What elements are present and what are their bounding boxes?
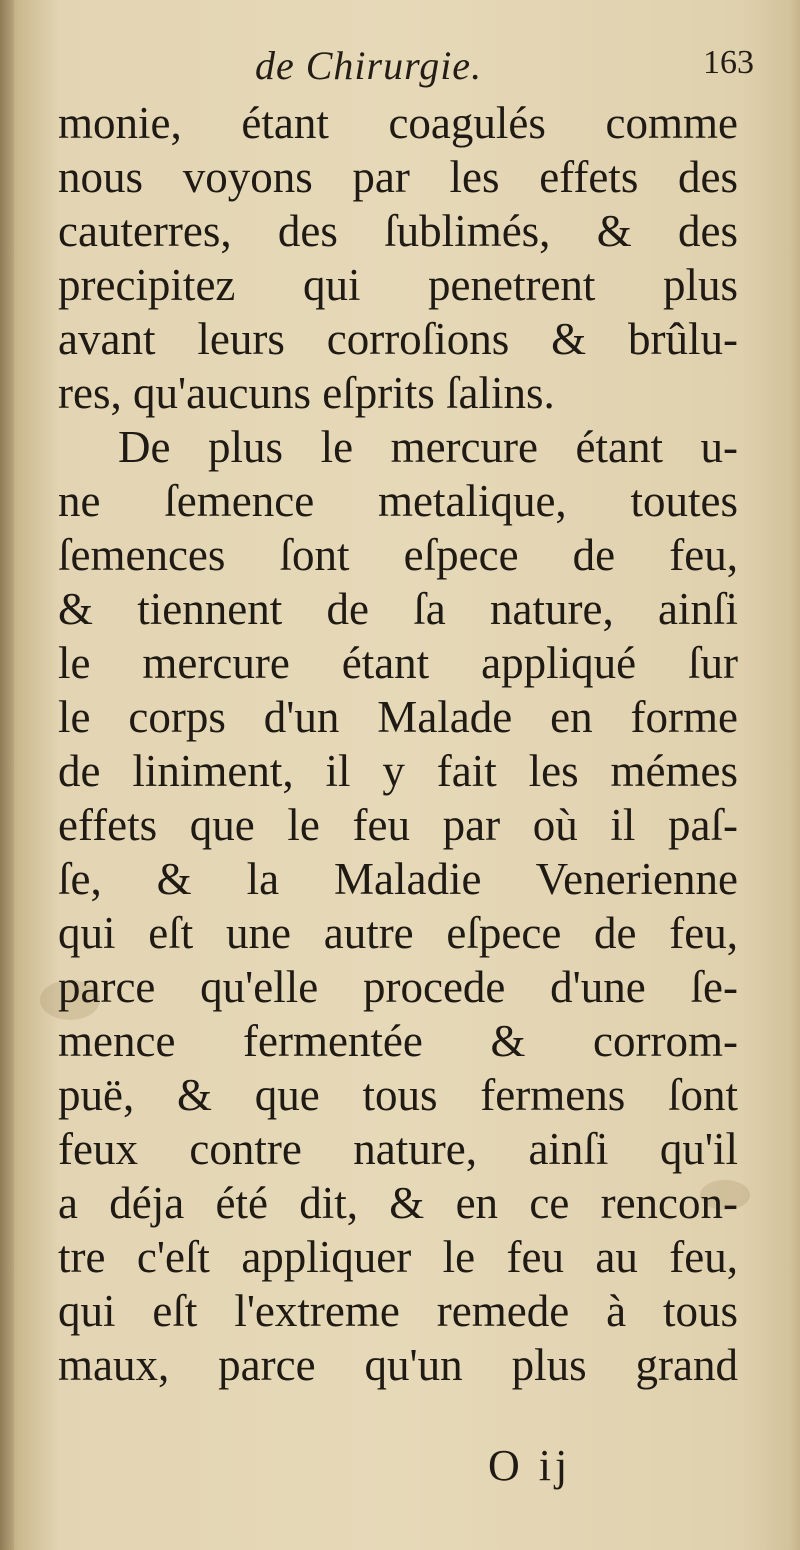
text-line: precipitez qui penetrent plus bbox=[58, 260, 738, 310]
text-line: res, qu'aucuns eſprits ſalins. bbox=[58, 368, 555, 418]
text-line: de liniment, il y fait les mémes bbox=[58, 746, 738, 796]
text-line: nous voyons par les effets des bbox=[58, 152, 738, 202]
page-number: 163 bbox=[703, 44, 754, 81]
text-line: avant leurs corroſions & brûlu- bbox=[58, 314, 738, 364]
running-title: de Chirurgie. bbox=[255, 43, 483, 88]
text-line: ſemences ſont eſpece de feu, bbox=[58, 530, 738, 580]
text-line: qui eſt une autre eſpece de feu, bbox=[58, 908, 738, 958]
text-line: mence fermentée & corrom- bbox=[58, 1016, 738, 1066]
text-line: qui eſt l'extreme remede à tous bbox=[58, 1286, 738, 1336]
text-line: le mercure étant appliqué ſur bbox=[58, 638, 738, 688]
body-text bbox=[58, 96, 738, 1392]
text-line: ſe, & la Maladie Venerienne bbox=[58, 854, 738, 904]
text-line: puë, & que tous fermens ſont bbox=[58, 1070, 738, 1120]
text-line: parce qu'elle procede d'une ſe- bbox=[58, 962, 738, 1012]
signature-mark: O ij bbox=[488, 1441, 572, 1490]
page-header bbox=[60, 38, 760, 98]
text-line: cauterres, des ſublimés, & des bbox=[58, 206, 738, 256]
paragraph-start-line: De plus le mercure étant u- bbox=[118, 422, 738, 472]
text-line: a déja été dit, & en ce rencon- bbox=[58, 1178, 738, 1228]
text-line: le corps d'un Malade en forme bbox=[58, 692, 738, 742]
text-line: ne ſemence metalique, toutes bbox=[58, 476, 738, 526]
text-line: monie, étant coagulés comme bbox=[58, 98, 738, 148]
page-gutter-shadow bbox=[0, 0, 14, 1550]
text-line: maux, parce qu'un plus grand bbox=[58, 1340, 738, 1390]
text-line: & tiennent de ſa nature, ainſi bbox=[58, 584, 738, 634]
text-line: feux contre nature, ainſi qu'il bbox=[58, 1124, 738, 1174]
text-line: tre c'eſt appliquer le feu au feu, bbox=[58, 1232, 738, 1282]
text-line: effets que le feu par où il paſ- bbox=[58, 800, 738, 850]
